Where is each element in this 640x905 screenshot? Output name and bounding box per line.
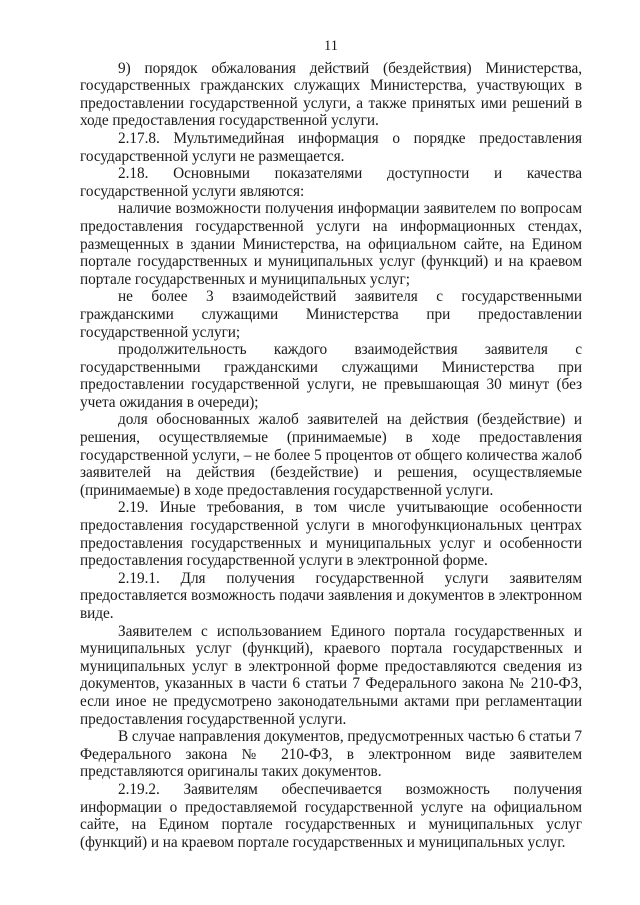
paragraph-originals: В случае направления документов, предусмотренных частью 6 статьи 7 Федерального закона № 210-ФЗ, в электронном виде заявителем представляются оригиналы таких документов.	[80, 728, 582, 781]
paragraph-2-18: 2.18. Основными показателями доступности и качества государственной услуги являются:	[80, 165, 582, 200]
paragraph-2-19-1: 2.19.1. Для получения государственной услуги заявителям предоставляется возможность подачи заявления и документов в электронном виде.	[80, 569, 582, 622]
paragraph-2-17-8: 2.17.8. Мультимедийная информация о порядке предоставления государственной услуги не размещается.	[80, 129, 582, 165]
paragraph-appeal-procedure: 9) порядок обжалования действий (бездействия) Министерства, государственных гражданских служащих Министерства, участвующих в предоставлении государственной услуги, а также принятых ими решений в ходе предоставления государственной услуги.	[80, 59, 582, 130]
paragraph-interaction-count: не более 3 взаимодействий заявителя с государственными гражданскими служащими Министерства при предоставлении государственной услуги;	[80, 288, 582, 341]
paragraph-portal-submission: Заявителем с использованием Единого портала государственных и муниципальных услуг (функций), краевого портала государственных и муниципальных услуг в электронной форме предоставляются сведения из документов, указанных в части 6 статьи 7 Федерального закона № 210-ФЗ, если иное не предусмотрено законодательными актами при регламентации предоставления государственной услуги.	[80, 622, 582, 728]
page-number: 11	[324, 38, 338, 54]
paragraph-info-availability: наличие возможности получения информации заявителем по вопросам предоставления государственной услуги на информационных стендах, размещенных в здании Министерства, на официальном сайте, на Едином портале государственных и муниципальных услуг (функций) и на краевом портале государственных и муниципальных услуг;	[80, 200, 582, 288]
paragraph-2-19: 2.19. Иные требования, в том числе учитывающие особенности предоставления государственной услуги в многофункциональных центрах предоставления государственных и муниципальных услуг и особенности предоставления государственной услуги в электронной форме.	[80, 499, 582, 570]
paragraph-2-19-2: 2.19.2. Заявителям обеспечивается возможность получения информации о предоставляемой государственной услуге на официальном сайте, на Едином портале государственных и муниципальных услуг (функций) и на краевом портале государственных и муниципальных услуг.	[80, 780, 582, 851]
paragraph-interaction-duration: продолжительность каждого взаимодействия заявителя с государственными гражданскими служащими Министерства при предоставлении государственной услуги, не превышающая 30 минут (без учета ожидания в очереди);	[80, 341, 582, 411]
paragraph-complaints-share: доля обоснованных жалоб заявителей на действия (бездействие) и решения, осуществляемые (принимаемые) в ходе предоставления государственной услуги, – не более 5 процентов от общего количества жалоб заявителей на действия (бездействие) и решения, осуществляемые (принимаемые) в ходе предоставления государственной услуги.	[80, 411, 582, 499]
